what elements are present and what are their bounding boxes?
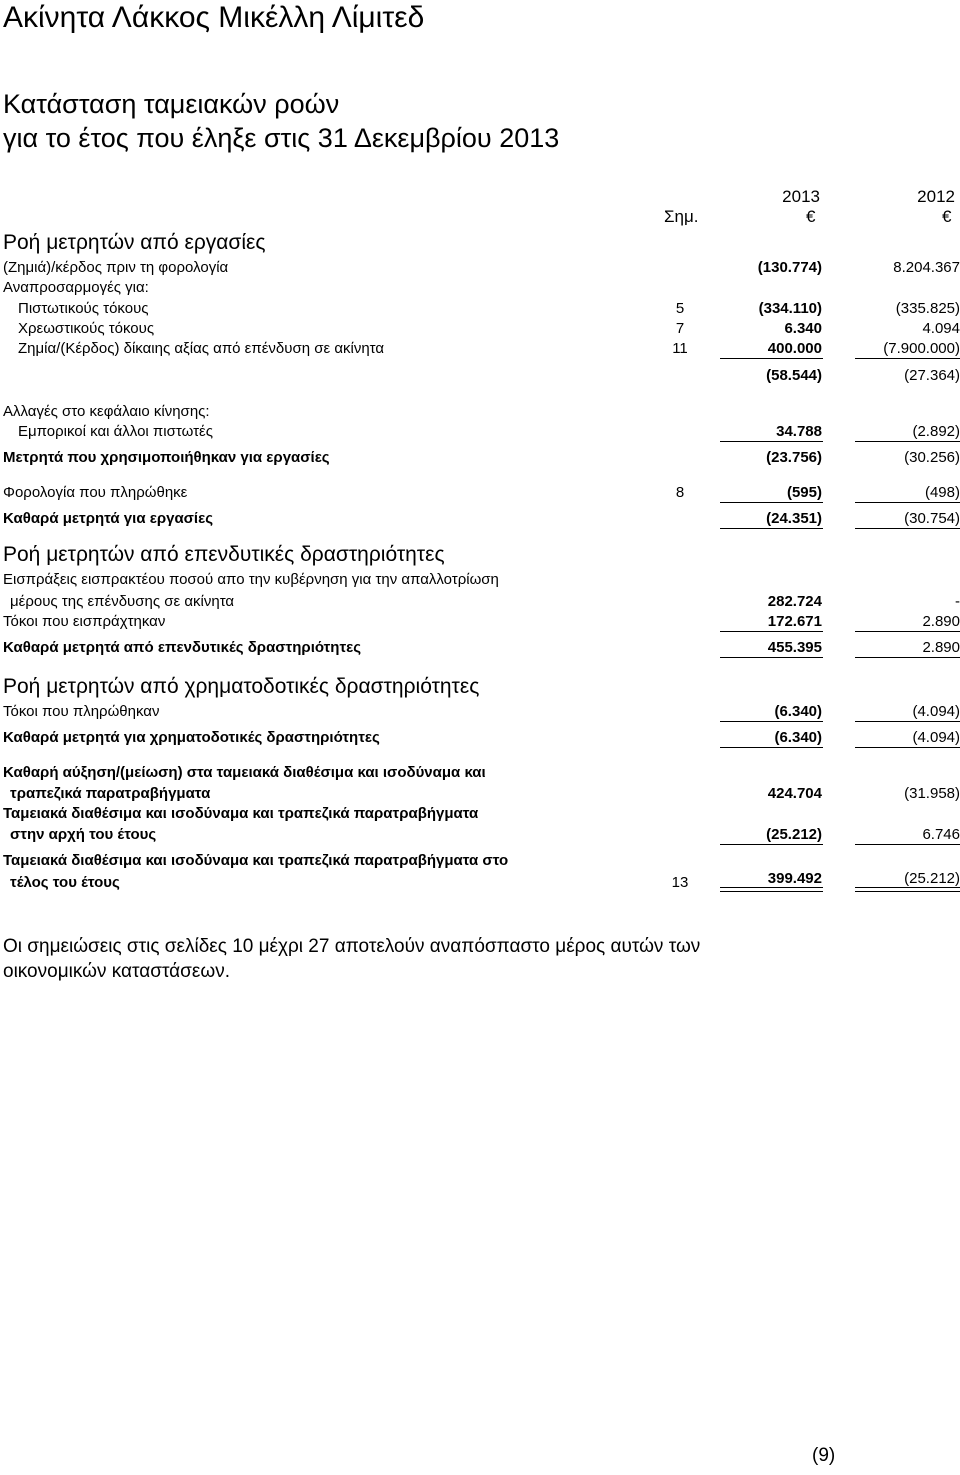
rule-2012 [855, 528, 960, 529]
pbt-2013: (130.774) [757, 259, 822, 276]
currency-2012: € [942, 207, 952, 226]
rule-2012 [855, 844, 960, 845]
net-change-label: Καθαρή αύξηση/(μείωση) στα ταμειακά διαθέσιμα και ισοδύναμα και [3, 764, 486, 781]
closing-cash-note: 13 [671, 874, 689, 891]
subtotal-rule-2012 [855, 358, 960, 359]
interest-received-label: Τόκοι που εισπράχτηκαν [3, 613, 166, 630]
interest-expense-2013: 6.340 [784, 320, 822, 337]
statement-title: Κατάσταση ταμειακών ροών [3, 89, 340, 119]
opening-cash-label: Ταμειακά διαθέσιμα και ισοδύναμα και τραπεζικά παρατραβήγματα [3, 805, 479, 822]
rule-2013 [720, 528, 823, 529]
net-operating-label: Καθαρά μετρητά για εργασίες [3, 510, 214, 527]
cash-used-2012: (30.256) [904, 449, 960, 466]
rule-2012 [855, 441, 960, 442]
interest-income-label: Πιστωτικούς τόκους [18, 300, 149, 317]
rule-2013 [720, 721, 823, 722]
rule-2012 [855, 631, 960, 632]
net-financing-2013: (6.340) [774, 729, 822, 746]
company-name: Ακίνητα Λάκκος Μικέλλη Λίμιτεδ [3, 1, 425, 34]
interest-expense-note: 7 [675, 320, 685, 337]
column-note-label: Σημ. [664, 207, 699, 226]
net-financing-label: Καθαρά μετρητά για χρηματοδοτικές δραστηριότητες [3, 729, 380, 746]
rule-2013 [720, 502, 823, 503]
column-year-2013: 2013 [782, 187, 820, 206]
net-investing-label: Καθαρά μετρητά από επενδυτικές δραστηριότητες [3, 639, 362, 656]
rule-2013 [720, 844, 823, 845]
double-rule-2013 [720, 887, 823, 892]
footnote: Οι σημειώσεις στις σελίδες 10 μέχρι 27 αποτελούν αναπόσπαστο μέρος αυτών των [3, 936, 701, 957]
tax-paid-2013: (595) [786, 484, 822, 501]
tax-paid-label: Φορολογία που πληρώθηκε [3, 484, 188, 501]
opening-cash-2013: (25.212) [766, 826, 822, 843]
financing-heading: Ροή μετρητών από χρηματοδοτικές δραστηριότητες [3, 675, 480, 698]
net-change-2012: (31.958) [904, 785, 960, 802]
pbt-label: (Ζημιά)/κέρδος πριν τη φορολογία [3, 259, 229, 276]
cash-used-2013: (23.756) [766, 449, 822, 466]
fair-value-2013: 400.000 [767, 340, 822, 357]
statement-period: για το έτος που έληξε στις 31 Δεκεμβρίου 2013 [3, 123, 560, 153]
interest-expense-label: Χρεωστικούς τόκους [18, 320, 155, 337]
trade-payables-2013: 34.788 [776, 423, 822, 440]
interest-income-note: 5 [675, 300, 685, 317]
adjustments-label: Αναπροσαρμογές για: [3, 279, 149, 296]
interest-expense-2012: 4.094 [922, 320, 960, 337]
subtotal-2012: (27.364) [904, 367, 960, 384]
trade-payables-label: Εμπορικοί και άλλοι πιστωτές [18, 423, 213, 440]
rule-2013 [720, 631, 823, 632]
subtotal-2013: (58.544) [766, 367, 822, 384]
tax-paid-note: 8 [675, 484, 685, 501]
rule-2013 [720, 657, 823, 658]
net-investing-2012: 2.890 [922, 639, 960, 656]
opening-cash-label-cont: στην αρχή του έτους [10, 826, 157, 843]
interest-income-2013: (334.110) [758, 300, 822, 317]
footnote-cont: οικονομικών καταστάσεων. [3, 961, 230, 982]
rule-2012 [855, 721, 960, 722]
interest-received-2012: 2.890 [922, 613, 960, 630]
cash-used-label: Μετρητά που χρησιμοποιήθηκαν για εργασίες [3, 449, 330, 466]
net-operating-2012: (30.754) [904, 510, 960, 527]
trade-payables-2012: (2.892) [912, 423, 960, 440]
fair-value-note: 11 [672, 340, 688, 357]
closing-cash-label-cont: τέλος του έτους [10, 874, 120, 891]
expropriation-2013: 282.724 [767, 593, 822, 610]
net-operating-2013: (24.351) [766, 510, 822, 527]
fair-value-label: Ζημία/(Κέρδος) δίκαιης αξίας από επένδυση σε ακίνητα [18, 340, 385, 357]
interest-paid-2012: (4.094) [912, 703, 960, 720]
expropriation-label-cont: μέρους της επένδυσης σε ακίνητα [10, 593, 235, 610]
currency-2013: € [806, 207, 816, 226]
interest-paid-label: Τόκοι που πληρώθηκαν [3, 703, 160, 720]
opening-cash-2012: 6.746 [922, 826, 960, 843]
interest-paid-2013: (6.340) [774, 703, 822, 720]
expropriation-label: Εισπράξεις εισπρακτέου ποσού απο την κυβέρνηση για την απαλλοτρίωση [3, 571, 499, 588]
rule-2013 [720, 441, 823, 442]
net-change-label-cont: τραπεζικά παρατραβήγματα [10, 785, 211, 802]
working-capital-label: Αλλαγές στο κεφάλαιο κίνησης: [3, 403, 210, 420]
closing-cash-2012: (25.212) [904, 870, 960, 887]
interest-received-2013: 172.671 [767, 613, 822, 630]
rule-2012 [855, 747, 960, 748]
net-investing-2013: 455.395 [767, 639, 822, 656]
rule-2013 [720, 747, 823, 748]
closing-cash-label: Ταμειακά διαθέσιμα και ισοδύναμα και τραπεζικά παρατραβήγματα στο [3, 852, 509, 869]
fair-value-2012: (7.900.000) [883, 340, 960, 357]
rule-2012 [855, 502, 960, 503]
double-rule-2012 [855, 887, 960, 892]
page-number: (9) [812, 1445, 836, 1466]
expropriation-2012: - [955, 593, 960, 610]
pbt-2012: 8.204.367 [893, 259, 960, 276]
net-change-2013: 424.704 [767, 785, 822, 802]
tax-paid-2012: (498) [924, 484, 960, 501]
net-financing-2012: (4.094) [912, 729, 960, 746]
interest-income-2012: (335.825) [895, 300, 960, 317]
investing-heading: Ροή μετρητών από επενδυτικές δραστηριότητες [3, 543, 445, 566]
closing-cash-2013: 399.492 [767, 870, 822, 887]
rule-2012 [855, 657, 960, 658]
subtotal-rule-2013 [720, 358, 823, 359]
operating-heading: Ροή μετρητών από εργασίες [3, 231, 266, 254]
column-year-2012: 2012 [917, 187, 955, 206]
